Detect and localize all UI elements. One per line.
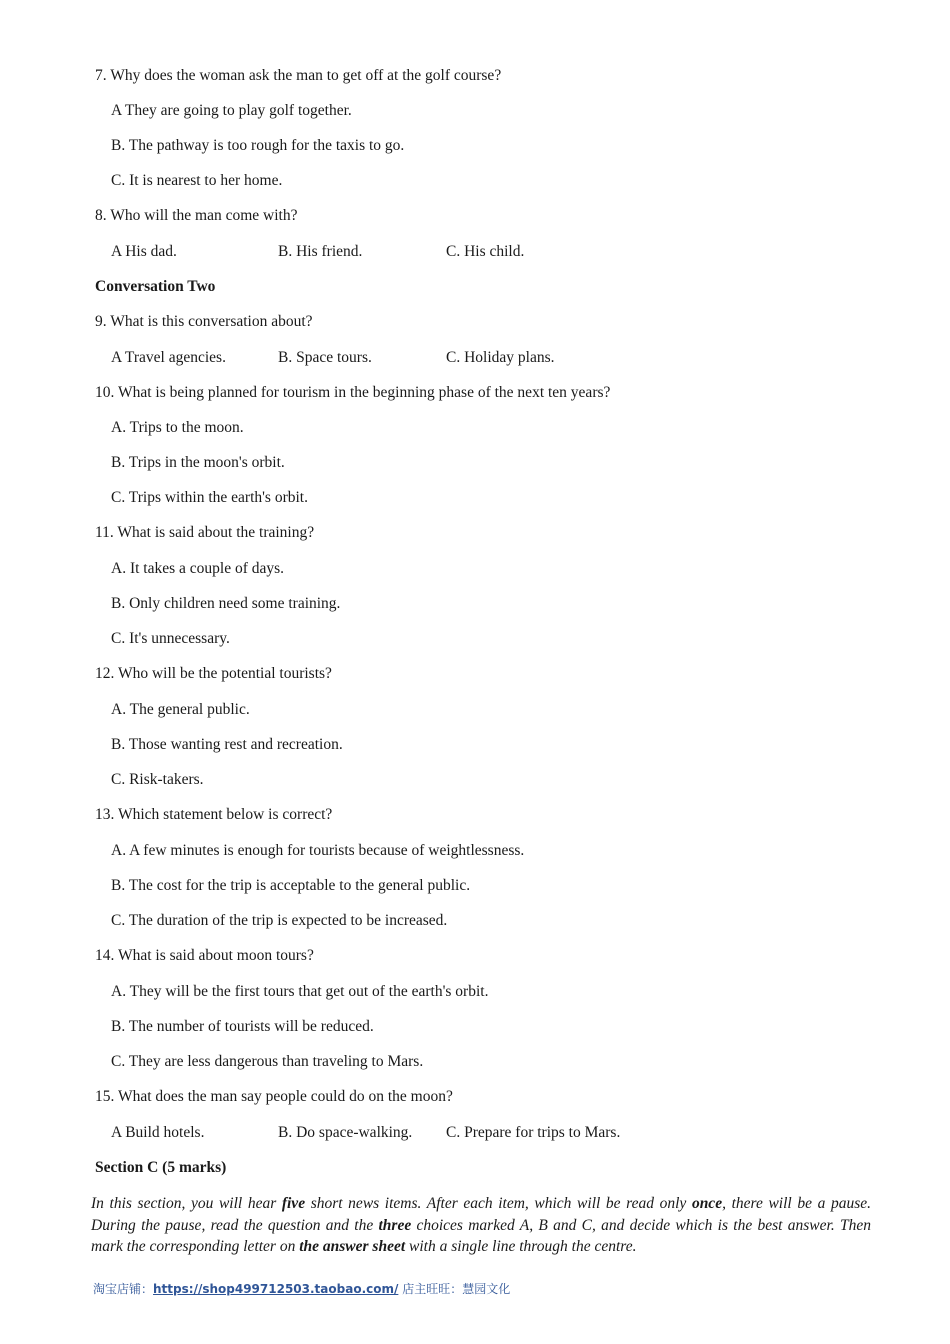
question-14-option-b: B. The number of tourists will be reduced.	[111, 1018, 374, 1035]
question-10-option-b: B. Trips in the moon's orbit.	[111, 454, 285, 471]
section-c-heading: Section C (5 marks)	[95, 1159, 227, 1176]
section-c-instructions	[91, 1193, 871, 1258]
instructions-part-1: In this section, you will hear	[91, 1195, 282, 1212]
question-14-option-a: A. They will be the first tours that get out of the earth's orbit.	[111, 983, 489, 1000]
question-10-option-a: A. Trips to the moon.	[111, 419, 244, 436]
instructions-part-4: choices marked A, B and C, and decide which is the best answer. Then mark the corresponding letter on	[91, 1216, 871, 1255]
question-9-option-a: A Travel agencies.	[111, 349, 226, 366]
question-9-option-b: B. Space tours.	[278, 349, 372, 366]
question-9: 9. What is this conversation about?	[95, 313, 313, 330]
question-15: 15. What does the man say people could do on the moon?	[95, 1088, 453, 1105]
question-8-option-a: A His dad.	[111, 243, 177, 260]
question-10: 10. What is being planned for tourism in the beginning phase of the next ten years?	[95, 384, 611, 401]
question-15-option-c: C. Prepare for trips to Mars.	[446, 1124, 621, 1141]
question-12-option-c: C. Risk-takers.	[111, 771, 204, 788]
instructions-emphasis-five: five	[281, 1195, 306, 1212]
question-12-option-a: A. The general public.	[111, 701, 250, 718]
question-7-option-c: C. It is nearest to her home.	[111, 172, 283, 189]
conversation-two-heading: Conversation Two	[95, 278, 216, 295]
question-11-option-a: A. It takes a couple of days.	[111, 560, 285, 577]
footer-shop-link[interactable]: https://shop499712503.taobao.com/	[153, 1282, 399, 1296]
question-13-option-a: A. A few minutes is enough for tourists because of weightlessness.	[111, 842, 525, 859]
instructions-emphasis-three: three	[378, 1216, 412, 1234]
question-8-option-c: C. His child.	[446, 243, 525, 260]
question-12-option-b: B. Those wanting rest and recreation.	[111, 736, 343, 753]
question-7: 7. Why does the woman ask the man to get off at the golf course?	[95, 67, 502, 84]
question-12: 12. Who will be the potential tourists?	[95, 665, 332, 682]
question-10-option-c: C. Trips within the earth's orbit.	[111, 489, 308, 506]
page-footer	[93, 1281, 510, 1297]
footer-owner-label: 店主旺旺：慧园文化	[398, 1282, 511, 1296]
question-8-option-b: B. His friend.	[278, 243, 363, 260]
question-9-option-c: C. Holiday plans.	[446, 349, 555, 366]
instructions-part-3: , there will be a pause. During the pause, read the question and the	[91, 1195, 871, 1234]
instructions-emphasis-once: once	[691, 1195, 723, 1212]
question-8: 8. Who will the man come with?	[95, 207, 298, 224]
instructions-part-5: with a single line through the centre.	[405, 1238, 637, 1255]
question-11-option-c: C. It's unnecessary.	[111, 630, 230, 647]
question-15-option-a: A Build hotels.	[111, 1124, 205, 1141]
question-7-option-b: B. The pathway is too rough for the taxis to go.	[111, 137, 405, 154]
question-11: 11. What is said about the training?	[95, 524, 315, 541]
question-13: 13. Which statement below is correct?	[95, 806, 333, 823]
question-14-option-c: C. They are less dangerous than traveling to Mars.	[111, 1053, 424, 1070]
question-7-option-a: A They are going to play golf together.	[111, 102, 352, 119]
footer-shop-label: 淘宝店铺：	[93, 1282, 154, 1296]
question-15-option-b: B. Do space-walking.	[278, 1124, 413, 1141]
question-13-option-c: C. The duration of the trip is expected to be increased.	[111, 912, 448, 929]
question-14: 14. What is said about moon tours?	[95, 947, 314, 964]
instructions-part-2: short news items. After each item, which will be read only	[305, 1195, 692, 1212]
question-13-option-b: B. The cost for the trip is acceptable to the general public.	[111, 877, 471, 894]
instructions-emphasis-answer-sheet: the answer sheet	[299, 1238, 406, 1255]
question-11-option-b: B. Only children need some training.	[111, 595, 341, 612]
